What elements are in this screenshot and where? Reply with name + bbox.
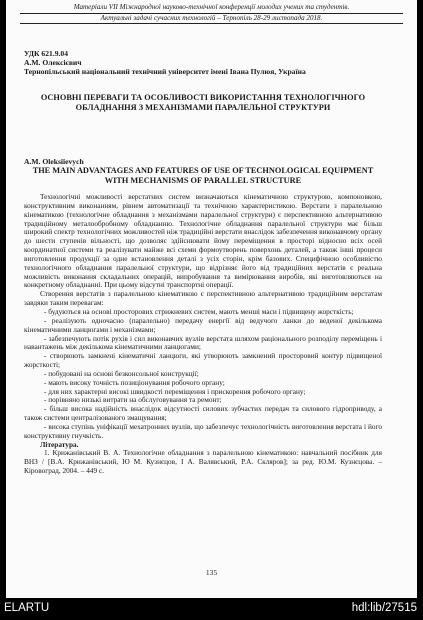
title-ukrainian: ОСНОВНІ ПЕРЕВАГИ ТА ОСОБЛИВОСТІ ВИКОРИСТАННЯ ТЕХНОЛОГІЧНОГО ОБЛАДНАННЯ З МЕХАНІЗМАМИ ПАРАЛЕЛЬНОЇ СТРУКТУРИ — [40, 93, 366, 112]
affiliation: Тернопільський національний технічний університет імені Івана Пулюя, Україна — [24, 67, 306, 77]
list-item: - для них характерні високі швидкості переміщення і прискорення робочого органу; — [44, 386, 306, 396]
page-number: 135 — [205, 568, 218, 577]
list-item: - мають високу точність позиціонування робочого органу; — [44, 377, 225, 387]
list-item: - порівняно низькі витрати на обслуговування та ремонт; — [44, 395, 222, 405]
list-item: - створюють замкнені кінематичні ланцюги, які утворюють замкнений просторовий контур підвищеної жорсткості; — [24, 351, 382, 370]
repository-name: ELARTU — [4, 602, 50, 614]
paragraph-advantages-intro: Створення верстатів з паралельною кінематикою є перспективною альтернативою традиційним верстатам завдяки таким перевагам: — [24, 289, 382, 308]
header-line-2: Актуальні задачі сучасних технологій – Тернопіль 28-29 листопада 2018. — [100, 13, 323, 22]
reference-item: 1. Крижанівський В. А. Технологічне обладнання з паралельною кінематикою: навчальний посібник для ВНЗ / [В.А. Крижанівський, Ю М. Кузнєцов, І А. Валявський, Р.А. Скляров]; за ред. Ю.М. Кузнєцова. – Кіровоград, 2004. – 449 с. — [24, 448, 382, 476]
author-name-english: A.M. Oleksiievych — [24, 157, 84, 166]
list-item: - більш висока надійність внаслідок відсутності силових зубчастих передач та силового гідроприводу, а також системи централізованого змащування; — [24, 404, 382, 423]
references-heading: Література. — [40, 439, 79, 449]
header-line-1: Матеріали VII Міжнародної науково-технічної конференції молодих учених та студентів. — [73, 3, 350, 11]
repository-footer — [0, 598, 423, 620]
document-page — [6, 0, 417, 598]
handle-id: hdl:lib/27515 — [351, 602, 417, 614]
header-rule-bottom — [20, 23, 403, 24]
article-body — [24, 193, 382, 476]
list-item: - реалізують одночасно (паралельно) передачу енергії від ведучого ланки до веденої декількома кінематичними ланцюгами і механізмами; — [24, 315, 382, 334]
meta-block — [24, 49, 376, 77]
list-item: - побудовані на основі безконсольної конструкції; — [44, 368, 199, 378]
list-item: - висока ступінь уніфікації мехатронних вузлів, що забезпечує технологічність виготовлення верстата і його конструктивну гнучкість. — [24, 421, 382, 440]
list-item: - забезпечують потік рухів і сил виконавчих вузлів верстата шляхом раціонального розподілу переміщень і навантажень між декількома кінематичними ланцюгами; — [24, 333, 382, 352]
paragraph-intro: Технологічні можливості верстатних систем визначаються кінематичною структурою, компоновкою, конструктивним виконанням, рівнем автоматизації та технічною характеристикою. Верстати з паралельною кінематикою (технологічне обладнання з механізмами паралельної структури) є перспективною альтернативою традиційному металообробному обладнанню. Технологічне обладнання паралельної структури має більш широкий спектр технологічних можливостей ніж традиційні верстати внаслідок забезпечення виконавчому органу до шести ступенів вільності, що дозволяє здійснювати йому переміщення в просторі відносно всіх осей координатної системи та реалізувати майже всі схеми формоутворень поверхонь деталей, а також інші процеси виготовлення продукції за одне встановлення деталі з усіх сторін, крім базових. Специфічною особливістю технологічного обладнання паралельної структури, що відрізняє його від традиційних верстатів є реальна можливість виконання складальних операцій, випробування та вимірювання виробів, які виготовляються на конкретному обладнанні. При цьому відсутні транспортні операції. — [24, 192, 382, 290]
list-item: - будуються на основі просторових стрижневих систем, мають менші маси і підвищену жорсткість; — [44, 306, 354, 316]
conference-header — [20, 3, 403, 24]
udk-code: УДК 621.9.04 — [24, 49, 69, 58]
author-name: А.М. Олексієвич — [24, 58, 82, 68]
title-english: THE MAIN ADVANTAGES AND FEATURES OF USE OF TECHNOLOGICAL EQUIPMENT WITH MECHANISMS OF PARALLEL STRUCTURE — [32, 166, 374, 185]
